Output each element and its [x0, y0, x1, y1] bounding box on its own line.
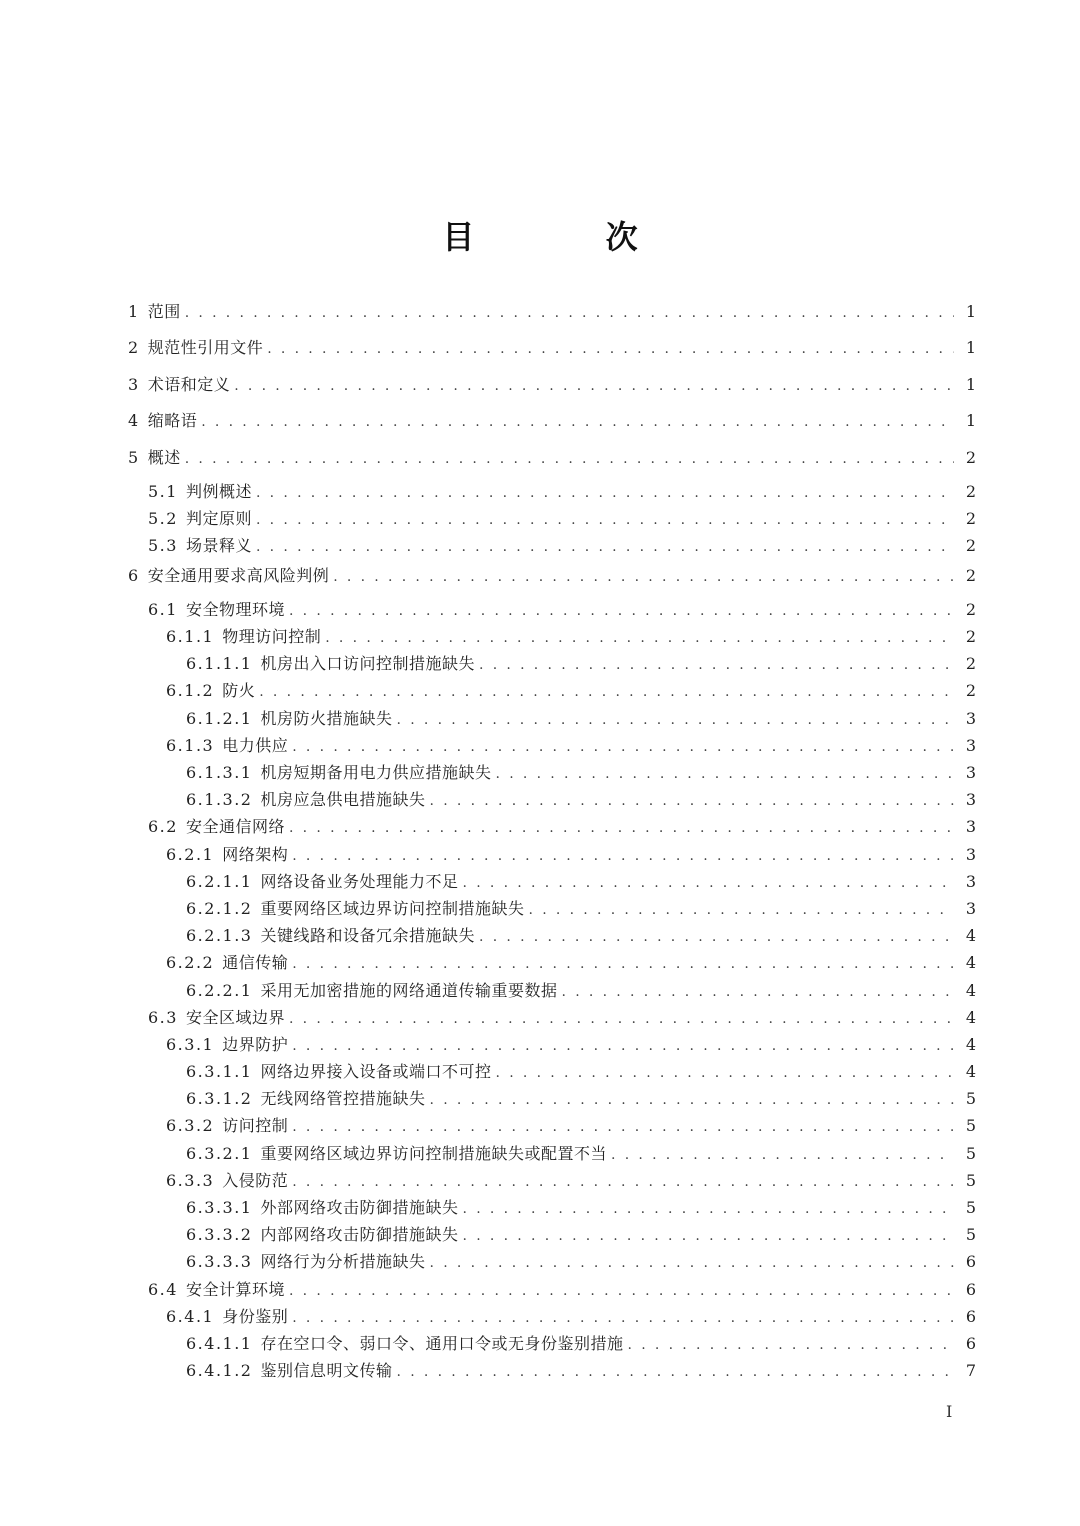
toc-entry-title: 机房出入口访问控制措施缺失	[260, 654, 475, 674]
toc-entry-title: 重要网络区域边界访问控制措施缺失	[260, 898, 525, 918]
dot-leader	[430, 788, 955, 815]
toc-entry[interactable]	[128, 1112, 976, 1139]
dot-leader	[292, 1169, 954, 1196]
dot-leader	[259, 679, 954, 706]
footer-page-number: I	[946, 1402, 953, 1421]
toc-entry[interactable]	[128, 813, 976, 840]
toc-entry-page: 3	[965, 708, 976, 728]
toc-entry[interactable]	[128, 1276, 976, 1303]
toc-entry-title: 机房防火措施缺失	[260, 708, 393, 728]
toc-entry-title: 重要网络区域边界访问控制措施缺失或配置不当	[260, 1143, 607, 1163]
toc-entry-number: 6.2.2.1	[186, 980, 253, 1000]
toc-entry-title: 缩略语	[147, 411, 198, 431]
dot-leader	[325, 625, 954, 652]
dot-leader	[185, 297, 954, 329]
toc-entry-number: 6.3.3.3	[186, 1252, 253, 1272]
toc-entry-title: 关键线路和设备冗余措施缺失	[260, 926, 475, 946]
dot-leader	[234, 370, 954, 402]
toc-entry[interactable]	[128, 1004, 976, 1031]
toc-entry-number: 1	[128, 302, 140, 321]
toc-entry-number: 2	[128, 338, 140, 358]
toc-entry[interactable]	[128, 1357, 976, 1384]
dot-leader	[289, 598, 954, 625]
toc-entry-page: 2	[965, 447, 976, 467]
page-title: 目 次	[442, 218, 698, 256]
toc-entry-number: 6	[128, 565, 140, 585]
toc-entry-title: 网络行为分析措施缺失	[260, 1252, 426, 1272]
dot-leader	[479, 652, 954, 679]
toc-entry-number: 5.2	[148, 509, 178, 529]
dot-leader	[496, 1060, 955, 1087]
toc-entry-number: 6.2.1	[166, 844, 215, 864]
toc-entry[interactable]	[128, 478, 976, 505]
toc-entry-page: 7	[965, 1361, 976, 1381]
table-of-contents	[128, 296, 976, 1384]
dot-leader	[292, 1305, 954, 1332]
toc-entry-number: 6.2.1.3	[186, 926, 253, 946]
toc-entry[interactable]	[128, 895, 976, 922]
toc-entry-title: 安全通用要求高风险判例	[147, 565, 330, 585]
dot-leader	[201, 406, 954, 438]
toc-entry-page: 5	[965, 1225, 976, 1245]
dot-leader	[292, 1114, 954, 1141]
toc-entry-page: 6	[965, 1333, 976, 1353]
toc-entry-number: 6.3.2.1	[186, 1143, 253, 1163]
toc-entry-page: 3	[965, 763, 976, 783]
toc-entry-page: 5	[965, 1170, 976, 1190]
toc-entry[interactable]	[128, 1167, 976, 1194]
toc-entry[interactable]	[128, 560, 976, 596]
toc-entry[interactable]	[128, 1330, 976, 1357]
toc-entry-page: 3	[965, 871, 976, 891]
toc-entry-page: 5	[965, 1089, 976, 1109]
toc-entry-number: 6.4.1	[166, 1306, 215, 1326]
toc-entry-number: 5.3	[148, 536, 178, 556]
toc-entry-page: 1	[965, 302, 976, 321]
toc-entry-title: 概述	[147, 447, 181, 467]
toc-entry[interactable]	[128, 369, 976, 405]
toc-entry-number: 6.3.2	[166, 1116, 215, 1136]
toc-entry-number: 6.1.3	[166, 735, 215, 755]
toc-entry-number: 6.1.3.2	[186, 790, 253, 810]
toc-entry-title: 防火	[222, 681, 256, 701]
toc-entry-page: 5	[965, 1198, 976, 1218]
toc-entry-title: 身份鉴别	[222, 1306, 289, 1326]
dot-leader	[562, 979, 955, 1006]
toc-entry[interactable]	[128, 1031, 976, 1058]
toc-entry-title: 网络架构	[222, 844, 289, 864]
toc-entry-number: 6.2.2	[166, 953, 215, 973]
toc-entry-title: 外部网络攻击防御措施缺失	[260, 1198, 459, 1218]
toc-entry[interactable]	[128, 705, 976, 732]
toc-entry-page: 4	[965, 953, 976, 973]
toc-entry-title: 物理访问控制	[222, 627, 322, 647]
toc-entry[interactable]	[128, 949, 976, 976]
toc-entry-page: 3	[965, 790, 976, 810]
toc-entry[interactable]	[128, 1303, 976, 1330]
toc-entry-page: 5	[965, 1116, 976, 1136]
toc-entry-title: 无线网络管控措施缺失	[260, 1089, 426, 1109]
dot-leader	[292, 734, 954, 761]
toc-entry-page: 4	[965, 980, 976, 1000]
toc-entry[interactable]	[128, 1221, 976, 1248]
toc-entry-number: 6.3.1.2	[186, 1089, 253, 1109]
toc-entry-page: 2	[965, 565, 976, 585]
toc-entry-title: 边界防护	[222, 1034, 289, 1054]
toc-entry-page: 4	[965, 1034, 976, 1054]
toc-entry-number: 4	[128, 411, 140, 431]
toc-entry-page: 1	[965, 411, 976, 431]
dot-leader	[267, 333, 954, 365]
toc-entry[interactable]	[128, 1140, 976, 1167]
toc-entry-number: 6.3.1	[166, 1034, 215, 1054]
toc-entry-page: 2	[965, 481, 976, 501]
toc-entry-page: 4	[965, 926, 976, 946]
toc-entry-number: 6.2.1.1	[186, 871, 253, 891]
toc-entry[interactable]	[128, 505, 976, 532]
toc-entry-page: 2	[965, 627, 976, 647]
dot-leader	[333, 561, 954, 593]
toc-entry-number: 6.3.3.1	[186, 1198, 253, 1218]
toc-entry-title: 网络边界接入设备或端口不可控	[260, 1062, 492, 1082]
toc-entry-number: 6.4.1.1	[186, 1333, 253, 1353]
toc-entry-title: 术语和定义	[147, 374, 231, 394]
toc-entry[interactable]	[128, 759, 976, 786]
toc-entry-title: 规范性引用文件	[147, 338, 264, 358]
toc-entry-number: 6.4.1.2	[186, 1361, 253, 1381]
toc-entry[interactable]	[128, 1248, 976, 1275]
dot-leader	[463, 1223, 955, 1250]
toc-entry[interactable]	[128, 405, 976, 441]
toc-entry-title: 电力供应	[222, 735, 289, 755]
dot-leader	[185, 443, 954, 475]
toc-entry-title: 安全物理环境	[185, 599, 285, 619]
toc-entry-title: 机房应急供电措施缺失	[260, 790, 426, 810]
toc-entry[interactable]	[128, 532, 976, 559]
toc-entry[interactable]	[128, 623, 976, 650]
toc-entry-page: 2	[965, 509, 976, 529]
toc-entry[interactable]	[128, 841, 976, 868]
dot-leader	[463, 1196, 955, 1223]
toc-entry[interactable]	[128, 868, 976, 895]
toc-entry-number: 6.1.2.1	[186, 708, 253, 728]
dot-leader	[292, 1033, 954, 1060]
toc-entry-page: 1	[965, 338, 976, 358]
toc-entry-number: 6.3.3.2	[186, 1225, 253, 1245]
toc-entry-page: 3	[965, 817, 976, 837]
toc-entry[interactable]	[128, 650, 976, 677]
toc-entry-title: 通信传输	[222, 953, 289, 973]
toc-entry-title: 入侵防范	[222, 1170, 289, 1190]
dot-leader	[256, 480, 954, 507]
toc-entry-page: 1	[965, 374, 976, 394]
toc-entry-page: 6	[965, 1279, 976, 1299]
toc-entry-number: 6.1.2	[166, 681, 215, 701]
toc-entry[interactable]	[128, 296, 976, 332]
toc-entry-number: 5	[128, 447, 140, 467]
toc-entry-page: 2	[965, 654, 976, 674]
toc-entry-page: 5	[965, 1143, 976, 1163]
toc-entry[interactable]	[128, 1058, 976, 1085]
toc-entry[interactable]	[128, 786, 976, 813]
toc-entry[interactable]	[128, 596, 976, 623]
toc-entry[interactable]	[128, 922, 976, 949]
dot-leader	[289, 1006, 954, 1033]
toc-entry-number: 5.1	[148, 481, 178, 501]
toc-entry-number: 6.3.1.1	[186, 1062, 253, 1082]
toc-entry-page: 4	[965, 1062, 976, 1082]
dot-leader	[529, 897, 955, 924]
toc-entry-page: 3	[965, 735, 976, 755]
toc-entry-number: 6.1.1	[166, 627, 215, 647]
toc-entry-title: 机房短期备用电力供应措施缺失	[260, 763, 492, 783]
dot-leader	[463, 870, 955, 897]
toc-entry-page: 2	[965, 599, 976, 619]
toc-entry-number: 6.1	[148, 599, 178, 619]
toc-entry-title: 判定原则	[185, 509, 252, 529]
toc-entry-title: 安全计算环境	[185, 1279, 285, 1299]
toc-entry-page: 2	[965, 681, 976, 701]
dot-leader	[397, 707, 955, 734]
toc-entry-title: 鉴别信息明文传输	[260, 1361, 393, 1381]
toc-entry-title: 存在空口令、弱口令、通用口令或无身份鉴别措施	[260, 1333, 624, 1353]
dot-leader	[430, 1250, 955, 1277]
dot-leader	[292, 843, 954, 870]
dot-leader	[397, 1359, 955, 1386]
toc-entry-title: 访问控制	[222, 1116, 289, 1136]
toc-entry-title: 内部网络攻击防御措施缺失	[260, 1225, 459, 1245]
dot-leader	[611, 1142, 954, 1169]
toc-entry-page: 6	[965, 1252, 976, 1272]
dot-leader	[289, 815, 954, 842]
toc-entry-title: 网络设备业务处理能力不足	[260, 871, 459, 891]
dot-leader	[496, 761, 955, 788]
toc-entry-title: 安全通信网络	[185, 817, 285, 837]
toc-entry-number: 6.2	[148, 817, 178, 837]
dot-leader	[479, 924, 954, 951]
toc-entry[interactable]	[128, 677, 976, 704]
dot-leader	[292, 951, 954, 978]
toc-entry-title: 安全区域边界	[185, 1007, 285, 1027]
toc-entry-title: 采用无加密措施的网络通道传输重要数据	[260, 980, 558, 1000]
toc-entry-number: 6.3.3	[166, 1170, 215, 1190]
toc-entry[interactable]	[128, 332, 976, 368]
toc-entry-number: 6.1.1.1	[186, 654, 253, 674]
toc-entry[interactable]	[128, 732, 976, 759]
toc-entry-page: 2	[965, 536, 976, 556]
dot-leader	[256, 534, 954, 561]
dot-leader	[256, 507, 954, 534]
toc-entry-number: 6.2.1.2	[186, 898, 253, 918]
toc-entry-title: 判例概述	[185, 481, 252, 501]
dot-leader	[628, 1332, 955, 1359]
toc-entry-number: 6.3	[148, 1007, 178, 1027]
toc-entry-title: 场景释义	[185, 536, 252, 556]
toc-entry[interactable]	[128, 977, 976, 1004]
toc-entry-page: 4	[965, 1007, 976, 1027]
toc-entry-number: 6.4	[148, 1279, 178, 1299]
toc-entry-page: 6	[965, 1306, 976, 1326]
toc-entry-page: 3	[965, 844, 976, 864]
dot-leader	[430, 1087, 955, 1114]
toc-entry[interactable]	[128, 442, 976, 478]
toc-entry[interactable]	[128, 1194, 976, 1221]
toc-entry-page: 3	[965, 898, 976, 918]
toc-entry-title: 范围	[147, 302, 181, 321]
dot-leader	[289, 1278, 954, 1305]
toc-entry-number: 3	[128, 374, 140, 394]
toc-entry[interactable]	[128, 1085, 976, 1112]
toc-entry-number: 6.1.3.1	[186, 763, 253, 783]
